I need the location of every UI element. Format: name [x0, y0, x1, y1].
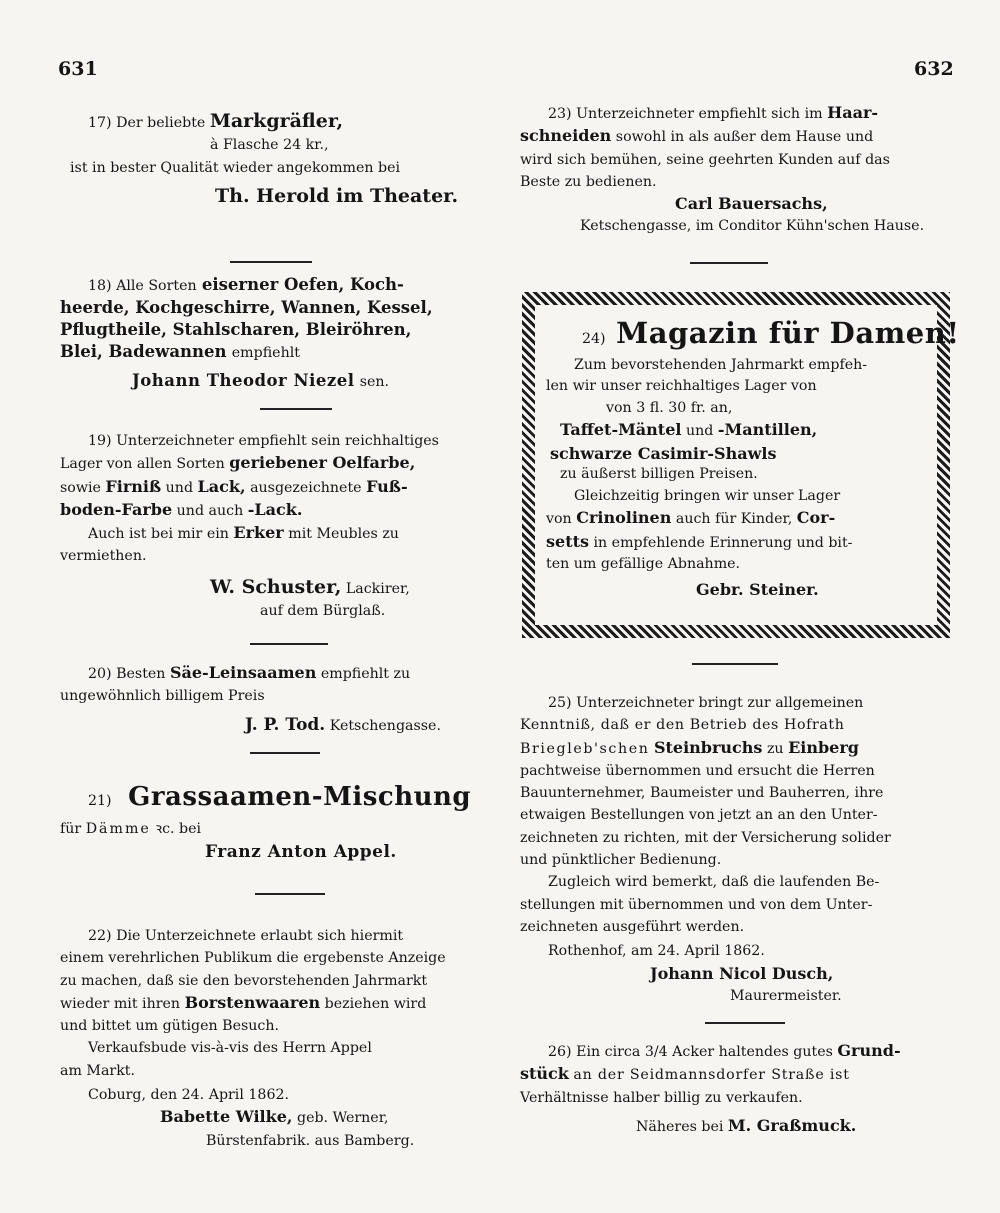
product-name: -Lack.	[247, 499, 303, 519]
divider	[692, 663, 778, 665]
ad-text: empfiehlt	[231, 345, 300, 361]
ad-text: 20) Besten	[88, 666, 166, 682]
ad-line	[546, 419, 926, 443]
ad-line: einem verehrlichen Publikum die ergebenste Anzeige	[60, 950, 446, 967]
ad-text: Briegleb'schen	[520, 740, 650, 757]
advertisement-19	[60, 430, 498, 622]
divider	[230, 261, 312, 263]
product-list: Blei, Badewannen	[60, 342, 227, 361]
ad-line: 25) Unterzeichneter bringt zur allgemeinen	[548, 695, 864, 711]
ad-signature: M. Graßmuck.	[727, 1115, 857, 1135]
ad-text: 26) Ein circa 3/4 Acker haltendes gutes	[548, 1044, 833, 1060]
advertisement-20	[60, 662, 498, 737]
ad-line: zeichneten zu richten, mit der Versicherung solider	[520, 829, 891, 846]
ad-line: Zum bevorstehenden Jahrmarkt empfeh-	[574, 356, 868, 373]
place-name: Einberg	[788, 737, 859, 757]
ad-line	[60, 110, 498, 134]
product-name: Fuß-	[366, 476, 408, 496]
ad-title-line	[60, 782, 498, 812]
ad-line: 22) Die Unterzeichnete erlaubt sich hiermit	[88, 928, 404, 944]
product-name: -Mantillen,	[717, 420, 818, 439]
ad-line: pachtweise übernommen und ersucht die Herren	[520, 762, 875, 779]
page-number-left: 631	[58, 58, 98, 80]
product-name: Cor-	[796, 508, 836, 527]
ad-line: Bauunternehmer, Baumeister und Bauherren, ihre	[520, 785, 884, 802]
ad-line: ungewöhnlich billigem Preis	[60, 688, 265, 705]
divider	[260, 408, 332, 410]
ad-text: und	[685, 423, 714, 439]
ad-signature-suffix: geb. Werner,	[296, 1110, 389, 1127]
product-name: Firniß	[105, 476, 162, 496]
ad-line: zu äußerst billigen Preisen.	[560, 466, 758, 482]
ad-text: 18) Alle Sorten	[88, 278, 197, 294]
ad-text: Auch ist bei mir ein	[88, 526, 229, 543]
ad-signature-suffix: sen.	[359, 374, 390, 390]
ad-line	[60, 274, 498, 297]
advertisement-18	[60, 274, 498, 393]
ad-line: und bittet um gütigen Besuch.	[60, 1018, 280, 1035]
advertisement-25	[520, 692, 952, 1007]
ad-line	[520, 737, 952, 760]
ad-text: Lager von allen Sorten	[60, 456, 225, 473]
ad-line	[546, 531, 926, 555]
property-name: Grund-	[837, 1041, 901, 1060]
ad-address: auf dem Bürglaß.	[260, 603, 386, 620]
ad-line	[60, 522, 498, 545]
ad-text: mit Meubles zu	[288, 526, 399, 543]
ad-number: 21)	[88, 793, 112, 809]
product-name: Säe-Leinsaamen	[169, 663, 317, 682]
product-name: Lack,	[197, 476, 246, 496]
ad-text: in empfehlende Erinnerung und bit-	[593, 534, 853, 551]
ad-title-line	[546, 316, 960, 351]
product-name: setts	[546, 531, 589, 551]
product-name: Crinolinen	[576, 508, 672, 527]
ad-text: und auch	[176, 502, 244, 519]
ad-text: 17) Der beliebte	[88, 115, 206, 131]
ad-text: ꝛc. bei	[155, 821, 202, 838]
ad-line	[546, 507, 926, 531]
ad-text: an der Seidmannsdorfer Straße ist	[573, 1067, 850, 1084]
divider	[250, 643, 328, 645]
ad-line: len wir unser reichhaltiges Lager von	[546, 378, 817, 394]
ad-line: am Markt.	[60, 1062, 135, 1079]
ad-signature: Gebr. Steiner.	[696, 579, 819, 599]
advertisement-24	[546, 316, 960, 611]
divider	[690, 262, 768, 264]
ad-signature: J. P. Tod.	[245, 714, 326, 735]
ad-ornamental-frame	[522, 292, 960, 638]
product-list: eiserner Oefen, Koch-	[201, 275, 404, 294]
ad-line: Beste zu bedienen.	[520, 173, 657, 190]
ad-signature: Th. Herold im Theater.	[215, 184, 459, 207]
advertisement-23	[520, 102, 952, 238]
divider	[705, 1022, 785, 1024]
product-name: boden-Farbe	[60, 499, 173, 519]
ad-signature: Babette Wilke,	[160, 1107, 293, 1127]
ad-line: und pünktlicher Bedienung.	[520, 852, 722, 869]
ad-line	[60, 992, 498, 1015]
advertisement-21	[60, 782, 498, 863]
ad-text: beziehen wird	[324, 995, 427, 1012]
product-name: Taffet-Mäntel	[560, 420, 682, 439]
divider	[255, 893, 325, 895]
ad-line: Verhältnisse halber billig zu verkaufen.	[520, 1089, 803, 1106]
ad-signature-suffix: Ketschengasse.	[329, 717, 441, 734]
service-name: schneiden	[520, 126, 612, 146]
ad-signature: W. Schuster,	[210, 575, 342, 598]
ad-signature-line	[60, 576, 498, 600]
ad-line: vermiethen.	[60, 548, 147, 565]
ad-line: Verkaufsbude vis-à-vis des Herrn Appel	[88, 1040, 372, 1057]
ad-dateline: Coburg, den 24. April 1862.	[88, 1087, 290, 1104]
advertisement-17	[60, 110, 498, 207]
divider	[250, 752, 320, 754]
ad-text: Näheres bei	[636, 1118, 724, 1135]
ad-signature: Johann Theodor Niezel	[132, 371, 355, 390]
page-number-right: 632	[914, 58, 954, 80]
ad-line: Pflugtheile, Stahlscharen, Bleiröhren,	[60, 320, 412, 339]
product-name: Markgräfler,	[209, 110, 344, 132]
ad-line: von 3 fl. 30 fr. an,	[606, 399, 733, 416]
ad-title: Magazin für Damen!	[616, 316, 960, 350]
ad-text: zu	[766, 740, 784, 757]
ad-text: empfiehlt zu	[320, 666, 411, 682]
ad-line	[60, 499, 498, 522]
ad-signature-line	[60, 714, 498, 737]
ad-line: 19) Unterzeichneter empfiehlt sein reichhaltiges	[88, 433, 439, 449]
ad-line	[520, 102, 952, 125]
ad-line	[60, 662, 498, 685]
ad-line: heerde, Kochgeschirre, Wannen, Kessel,	[60, 298, 433, 317]
ad-address: Ketschengasse, im Conditor Kühn'schen Hause.	[580, 218, 925, 235]
ad-dateline: Rothenhof, am 24. April 1862.	[548, 943, 765, 960]
ad-line: zeichneten ausgeführt werden.	[520, 918, 745, 935]
product-name: Borstenwaaren	[184, 992, 321, 1012]
ad-line: ist in bester Qualität wieder angekommen bei	[70, 159, 401, 176]
ad-title: Grassaamen-Mischung	[128, 782, 472, 812]
ad-line: zu machen, daß sie den bevorstehenden Jahrmarkt	[60, 972, 428, 989]
ad-text: auch für Kinder,	[675, 511, 793, 527]
product-name: geriebener Oelfarbe,	[229, 453, 416, 473]
ad-text: von	[546, 511, 572, 527]
ad-signature-line	[60, 1106, 498, 1129]
ad-line: wird sich bemühen, seine geehrten Kunden auf das	[520, 151, 890, 168]
place-name: Steinbruchs	[653, 737, 763, 757]
ad-text: für	[60, 821, 82, 838]
ad-line	[60, 476, 498, 499]
ad-text: 23) Unterzeichneter empfiehlt sich im	[548, 106, 823, 122]
ad-line	[520, 1040, 952, 1063]
ad-signature-line	[60, 370, 498, 393]
product-name: Erker	[233, 523, 284, 543]
ad-signature: Johann Nicol Dusch,	[650, 963, 834, 983]
ad-line: Gleichzeitig bringen wir unser Lager	[574, 487, 841, 504]
ad-signature-suffix: Lackirer,	[345, 580, 410, 597]
ad-text: sowie	[60, 479, 101, 496]
advertisement-26	[520, 1040, 952, 1138]
ad-line: etwaigen Bestellungen von jetzt an an den Unter-	[520, 807, 878, 824]
ad-address: Bürstenfabrik. aus Bamberg.	[206, 1132, 415, 1149]
property-name: stück	[520, 1064, 569, 1084]
ad-text: sowohl in als außer dem Hause und	[615, 129, 874, 146]
ad-line: à Flasche 24 kr.,	[210, 137, 329, 154]
ad-line: Kenntniß, daß er den Betrieb des Hofrath	[520, 717, 845, 734]
ad-signature: Franz Anton Appel.	[205, 841, 397, 862]
ad-line	[520, 1063, 952, 1086]
ad-signature-role: Maurermeister.	[730, 987, 842, 1004]
ad-signature-line	[520, 1115, 952, 1138]
ad-line	[60, 818, 498, 840]
ad-text: Dämme	[85, 821, 151, 838]
ad-line: Zugleich wird bemerkt, daß die laufenden Be-	[548, 874, 880, 891]
ad-line	[60, 452, 498, 475]
ad-text: ausgezeichnete	[250, 479, 362, 496]
ad-text: wieder mit ihren	[60, 995, 181, 1012]
ad-line: stellungen mit übernommen und von dem Unter-	[520, 896, 873, 913]
ad-text: und	[165, 479, 194, 496]
ad-line	[520, 125, 952, 148]
ad-signature: Carl Bauersachs,	[675, 194, 828, 214]
ad-line	[60, 341, 498, 364]
ad-line: ten um gefällige Abnahme.	[546, 556, 741, 572]
service-name: Haar-	[827, 103, 879, 122]
ad-number: 24)	[582, 331, 606, 347]
ad-product-line: schwarze Casimir-Shawls	[550, 443, 777, 463]
advertisement-22	[60, 925, 498, 1152]
